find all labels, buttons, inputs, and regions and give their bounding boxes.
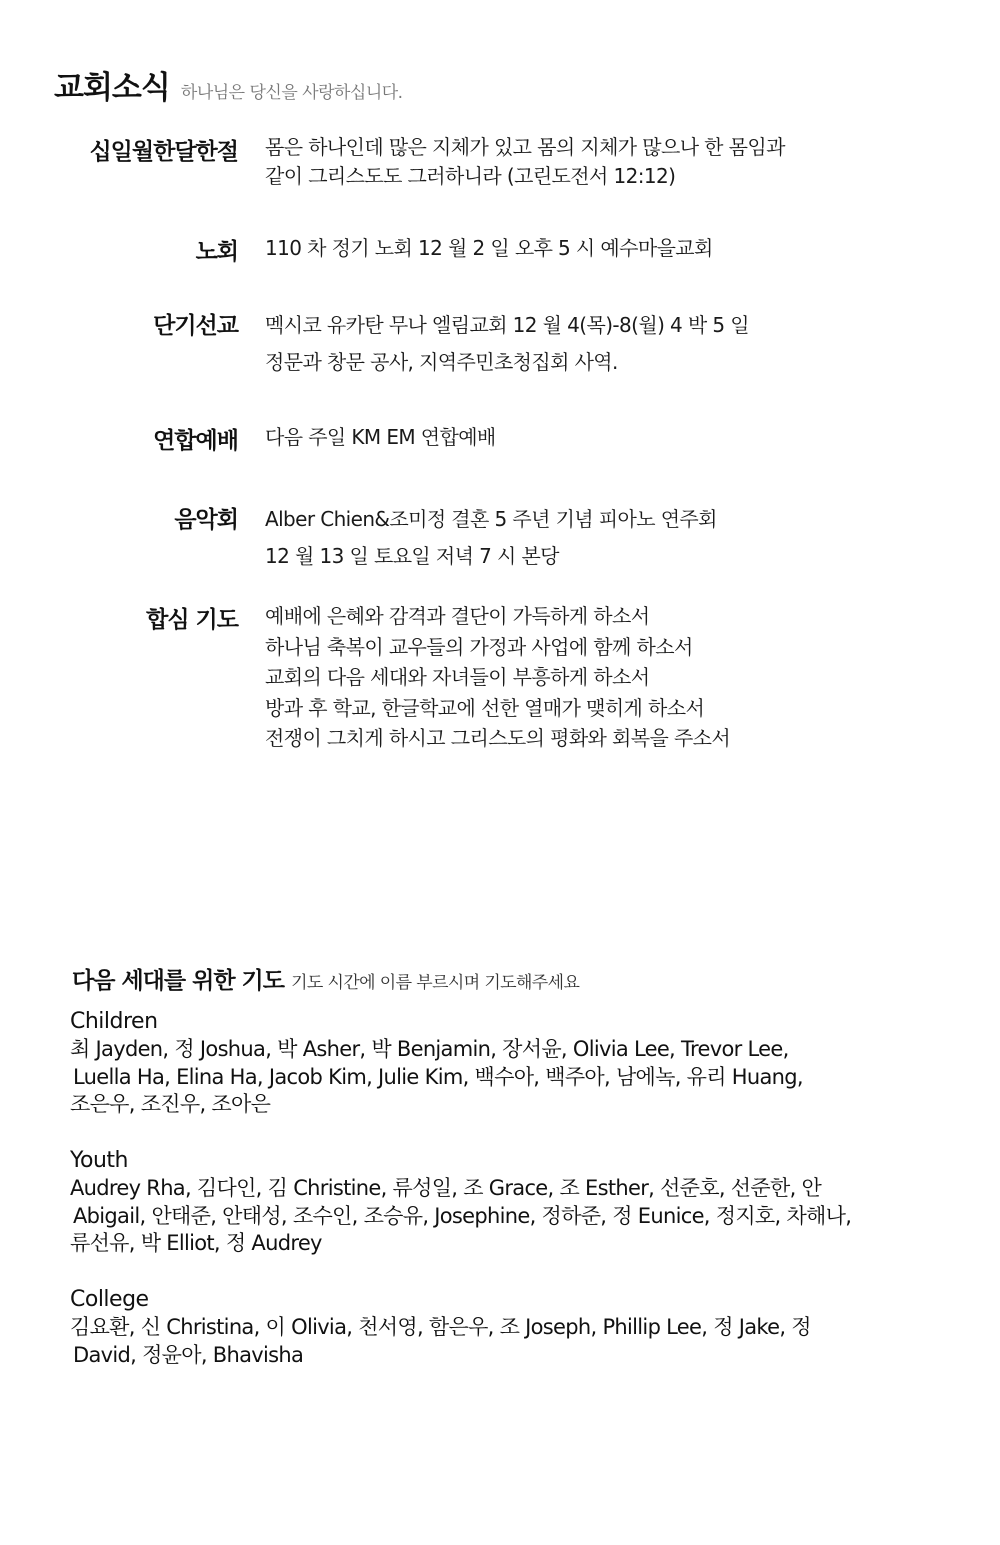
group-names xyxy=(70,1314,950,1369)
page-subtitle: 하나님은 당신을 사랑하십니다. xyxy=(180,83,403,103)
news-label: 단기선교 xyxy=(153,313,238,339)
prayer-group-college xyxy=(70,1286,950,1369)
group-heading: Youth xyxy=(70,1148,128,1173)
news-label: 합심 기도 xyxy=(146,607,238,633)
news-line: 방과 후 학교, 한글학교에 선한 열매가 맺히게 하소서 xyxy=(265,695,705,720)
names-line: 류선유, 박 Elliot, 정 Audrey xyxy=(70,1231,322,1255)
group-heading: College xyxy=(70,1287,149,1312)
news-line: Alber Chien&조미정 결혼 5 주년 기념 피아노 연주회 xyxy=(265,507,717,531)
news-line: 예배에 은혜와 감격과 결단이 가득하게 하소서 xyxy=(265,604,650,628)
prayer-group-youth xyxy=(70,1147,950,1258)
news-body xyxy=(265,422,965,452)
news-body xyxy=(265,133,965,191)
news-line: 110 차 정기 노회 12 월 2 일 오후 5 시 예수마을교회 xyxy=(265,236,713,260)
prayer-subtitle: 기도 시간에 이름 부르시며 기도해주세요 xyxy=(291,973,580,993)
news-body xyxy=(265,233,965,263)
names-line: Audrey Rha, 김다인, 김 Christine, 류성일, 조 Grace, 조 Esther, 선준호, 선준한, 안 xyxy=(70,1176,822,1200)
names-line: David, 정윤아, Bhavisha xyxy=(73,1342,304,1367)
names-line: 최 Jayden, 정 Joshua, 박 Asher, 박 Benjamin, 장서윤, Olivia Lee, Trevor Lee, xyxy=(70,1037,789,1061)
news-label: 노회 xyxy=(195,239,238,265)
news-line: 다음 주일 KM EM 연합예배 xyxy=(265,425,496,449)
news-line: 12 월 13 일 토요일 저녁 7 시 본당 xyxy=(265,544,559,568)
news-line: 정문과 창문 공사, 지역주민초청집회 사역. xyxy=(265,350,618,374)
news-body xyxy=(265,601,965,754)
news-line: 전쟁이 그치게 하시고 그리스도의 평화와 회복을 주소서 xyxy=(265,726,731,750)
news-line: 몸은 하나인데 많은 지체가 있고 몸의 지체가 많으나 한 몸임과 xyxy=(265,135,785,159)
names-line: Abigail, 안태준, 안태성, 조수인, 조승유, Josephine, 정하준, 정 Eunice, 정지호, 차해나, xyxy=(73,1203,852,1228)
prayer-header xyxy=(72,962,579,995)
news-label: 음악회 xyxy=(174,507,238,533)
prayer-group-children xyxy=(70,1008,950,1119)
news-line: 하나님 축복이 교우들의 가정과 사업에 함께 하소서 xyxy=(265,634,693,659)
group-names xyxy=(70,1036,950,1119)
names-line: 조은우, 조진우, 조아은 xyxy=(70,1092,271,1116)
names-line: 김요환, 신 Christina, 이 Olivia, 천서영, 함은우, 조 Joseph, Phillip Lee, 정 Jake, 정 xyxy=(70,1315,811,1339)
news-line: 교회의 다음 세대와 자녀들이 부흥하게 하소서 xyxy=(265,665,650,689)
news-label: 연합예배 xyxy=(153,428,238,454)
page-header xyxy=(54,62,403,107)
news-body xyxy=(265,501,965,575)
group-heading: Children xyxy=(70,1009,158,1034)
news-line: 멕시코 유카탄 무나 엘림교회 12 월 4(목)-8(월) 4 박 5 일 xyxy=(265,313,749,337)
prayer-title: 다음 세대를 위한 기도 xyxy=(72,968,284,994)
names-line: Luella Ha, Elina Ha, Jacob Kim, Julie Kim, 백수아, 백주아, 남에녹, 유리 Huang, xyxy=(73,1064,803,1089)
group-names xyxy=(70,1175,950,1258)
news-body xyxy=(265,307,965,381)
news-line: 같이 그리스도도 그러하니라 (고린도전서 12:12) xyxy=(265,164,676,188)
page-title: 교회소식 xyxy=(54,70,170,106)
news-label: 십일월한달한절 xyxy=(89,139,238,165)
